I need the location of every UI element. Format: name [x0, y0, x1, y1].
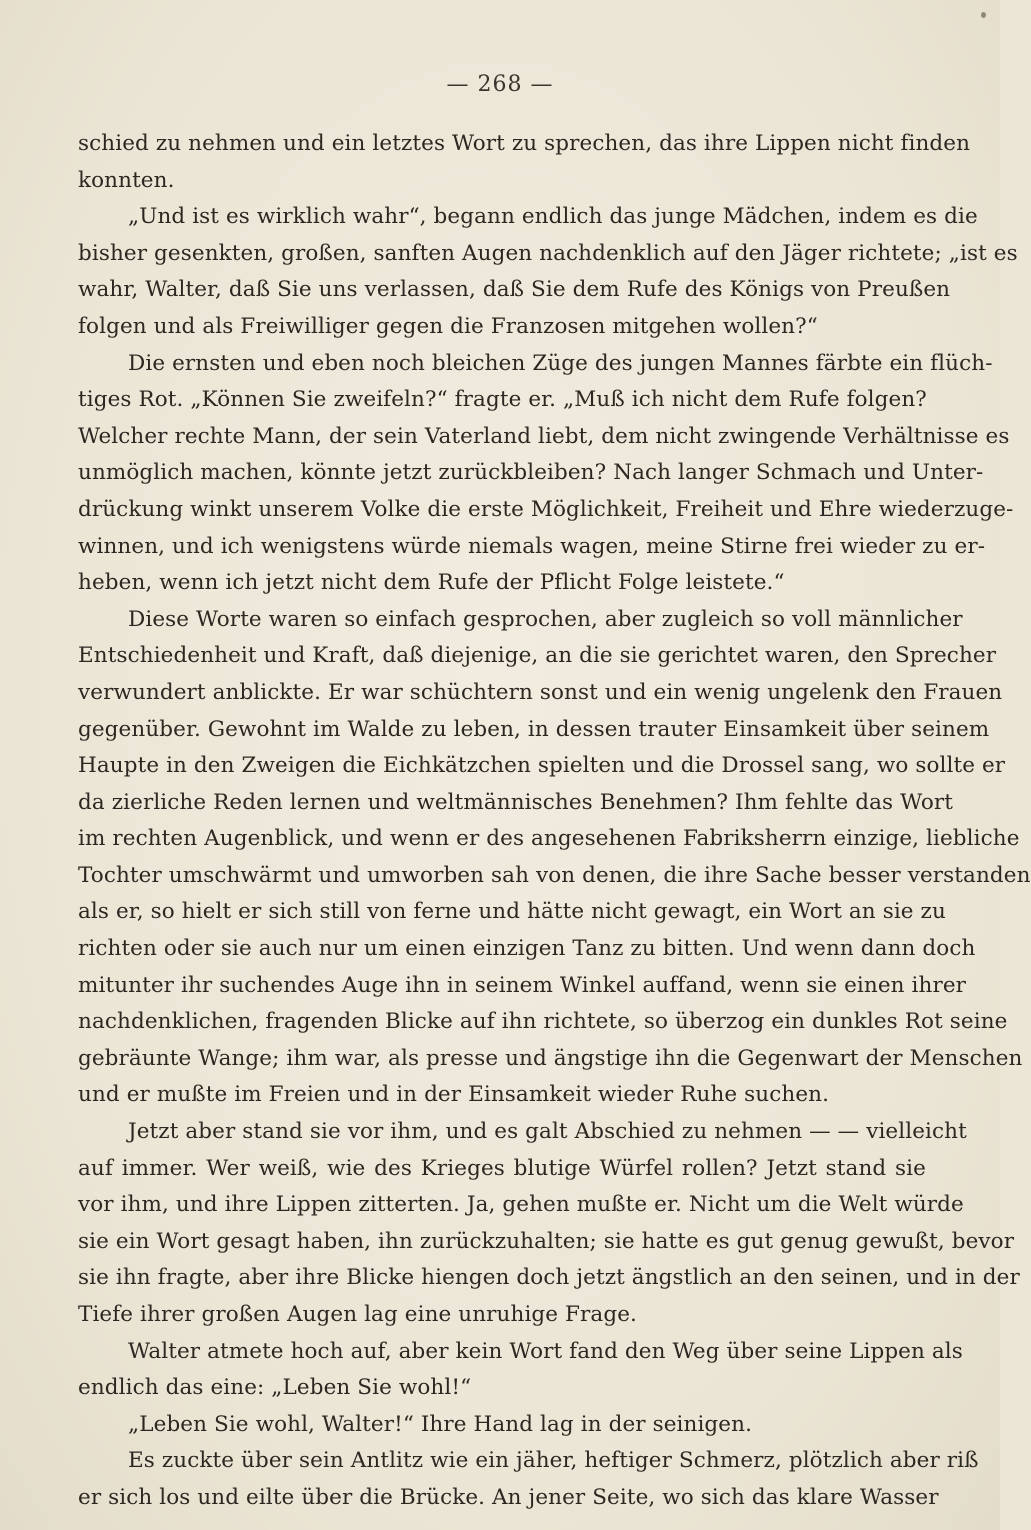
text-line: gebräunte Wange; ihm war, als presse und ängstige ihn die Gegenwart der Menschen: [78, 1045, 1023, 1071]
text-line: Tochter umschwärmt und umworben sah von denen, die ihre Sache besser verstanden: [78, 862, 1031, 888]
text-line: sie ein Wort gesagt haben, ihn zurückzuhalten; sie hatte es gut genug gewußt, bevor: [78, 1228, 1015, 1254]
text-line: winnen, und ich wenigstens würde niemals wagen, meine Stirne frei wieder zu er-: [78, 533, 986, 559]
text-line: auf immer. Wer weiß, wie des Krieges blutige Würfel rollen? Jetzt stand sie: [78, 1155, 926, 1181]
text-line: als er, so hielt er sich still von ferne und hätte nicht gewagt, ein Wort an sie zu: [78, 899, 946, 925]
text-line: bisher gesenkten, großen, sanften Augen nachdenklich auf den Jäger richtete; „ist es: [78, 240, 1018, 266]
text-line: Walter atmete hoch auf, aber kein Wort fand den Weg über seine Lippen als: [128, 1338, 963, 1364]
text-line: gegenüber. Gewohnt im Walde zu leben, in dessen trauter Einsamkeit über seinem: [78, 716, 990, 742]
text-line: und er mußte im Freien und in der Einsamkeit wieder Ruhe suchen.: [78, 1082, 830, 1108]
text-line: Tiefe ihrer großen Augen lag eine unruhige Frage.: [78, 1302, 637, 1327]
text-line: konnten.: [78, 167, 175, 193]
text-line: Diese Worte waren so einfach gesprochen, aber zugleich so voll männlicher: [128, 606, 963, 632]
text-line: vor ihm, und ihre Lippen zitterten. Ja, gehen mußte er. Nicht um die Welt würde: [78, 1192, 964, 1218]
paper-speck: [981, 12, 986, 18]
text-line: Entschiedenheit und Kraft, daß diejenige, an die sie gerichtet waren, den Sprecher: [78, 643, 997, 669]
text-line: Haupte in den Zweigen die Eichkätzchen spielten und die Drossel sang, wo sollte er: [78, 753, 1006, 779]
text-line: Die ernsten und eben noch bleichen Züge des jungen Mannes färbte ein flüch-: [128, 350, 993, 376]
text-line: sie ihn fragte, aber ihre Blicke hiengen doch jetzt ängstlich an den seinen, und in der: [78, 1265, 1020, 1291]
text-line: nachdenklichen, fragenden Blicke auf ihn richtete, so überzog ein dunkles Rot seine: [78, 1009, 1008, 1035]
text-line: im rechten Augenblick, und wenn er des angesehenen Fabriksherrn einzige, liebliche: [78, 826, 1020, 852]
text-line: „Und ist es wirklich wahr“, begann endlich das junge Mädchen, indem es die: [128, 204, 978, 230]
body-text: [78, 126, 1031, 1517]
text-line: tiges Rot. „Können Sie zweifeln?“ fragte er. „Muß ich nicht dem Rufe folgen?: [78, 387, 927, 413]
text-line: er sich los und eilte über die Brücke. An jener Seite, wo sich das klare Wasser: [78, 1484, 939, 1510]
text-line: Jetzt aber stand sie vor ihm, und es galt Abschied zu nehmen — — vielleicht: [128, 1119, 967, 1145]
text-line: da zierliche Reden lernen und weltmännisches Benehmen? Ihm fehlte das Wort: [78, 789, 954, 815]
text-line: unmöglich machen, könnte jetzt zurückbleiben? Nach langer Schmach und Unter-: [78, 460, 984, 486]
text-line: drückung winkt unserem Volke die erste Möglichkeit, Freiheit und Ehre wiederzuge-: [78, 496, 1014, 522]
text-line: Welcher rechte Mann, der sein Vaterland liebt, dem nicht zwingende Verhältnisse es: [78, 423, 1010, 449]
text-line: folgen und als Freiwilliger gegen die Franzosen mitgehen wollen?“: [78, 313, 818, 339]
text-line: „Leben Sie wohl, Walter!“ Ihre Hand lag in der seinigen.: [128, 1411, 752, 1437]
text-line: richten oder sie auch nur um einen einzigen Tanz zu bitten. Und wenn dann doch: [78, 936, 976, 962]
text-line: Es zuckte über sein Antlitz wie ein jäher, heftiger Schmerz, plötzlich aber riß: [128, 1448, 979, 1474]
page-number: — 268 —: [446, 72, 554, 97]
text-line: mitunter ihr suchendes Auge ihn in seinem Winkel auffand, wenn sie einen ihrer: [78, 972, 967, 998]
text-line: wahr, Walter, daß Sie uns verlassen, daß Sie dem Rufe des Königs von Preußen: [78, 277, 951, 303]
text-line: heben, wenn ich jetzt nicht dem Rufe der Pflicht Folge leistete.“: [78, 570, 785, 596]
text-line: verwundert anblickte. Er war schüchtern sonst und ein wenig ungelenk den Frauen: [78, 679, 1003, 705]
text-line: endlich das eine: „Leben Sie wohl!“: [78, 1375, 472, 1401]
text-line: schied zu nehmen und ein letztes Wort zu sprechen, das ihre Lippen nicht finden: [78, 131, 971, 156]
